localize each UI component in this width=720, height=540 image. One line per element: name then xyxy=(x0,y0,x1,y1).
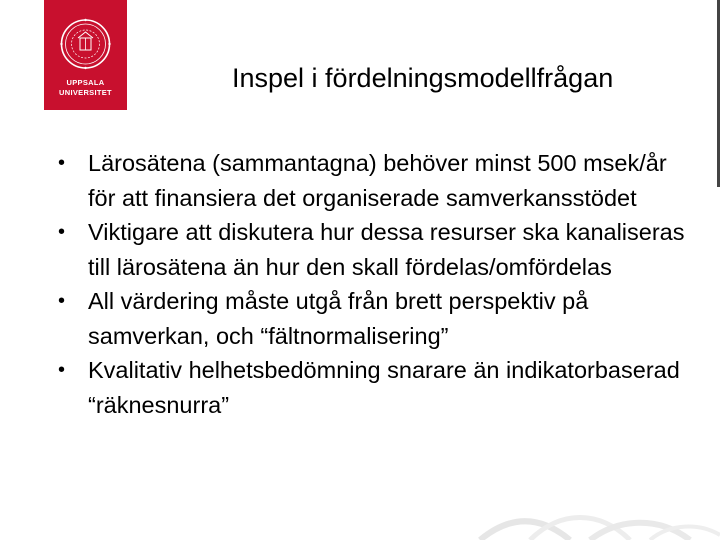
decorative-pattern xyxy=(460,505,720,540)
bullet-item xyxy=(56,215,696,284)
bullet-item xyxy=(56,353,696,422)
university-logo xyxy=(44,0,127,110)
logo-line-2: UNIVERSITET xyxy=(59,88,112,97)
bullet-text: Kvalitativ helhetsbedömning snarare än indikatorbaserad “räknesnurra” xyxy=(88,357,680,418)
slide-title: Inspel i fördelningsmodellfrågan xyxy=(232,63,614,93)
bullet-text: All värdering måste utgå från brett perspektiv på samverkan, och “fältnormalisering” xyxy=(88,288,589,349)
bullet-dot: • xyxy=(58,359,66,381)
bullet-item xyxy=(56,284,696,353)
bullet-text: Lärosätena (sammantagna) behöver minst 500 msek/år för att finansiera det organiserade samverkansstödet xyxy=(88,150,667,211)
bullet-dot: • xyxy=(58,152,66,174)
bullet-dot: • xyxy=(58,290,66,312)
bullet-list xyxy=(56,146,696,422)
logo-line-1: UPPSALA xyxy=(66,78,105,87)
bullet-text: Viktigare att diskutera hur dessa resurser ska kanaliseras till lärosätena än hur den skall fördelas/omfördelas xyxy=(88,219,685,280)
bullet-dot: • xyxy=(58,221,66,243)
bullet-item xyxy=(56,146,696,215)
seal-icon xyxy=(44,0,127,80)
